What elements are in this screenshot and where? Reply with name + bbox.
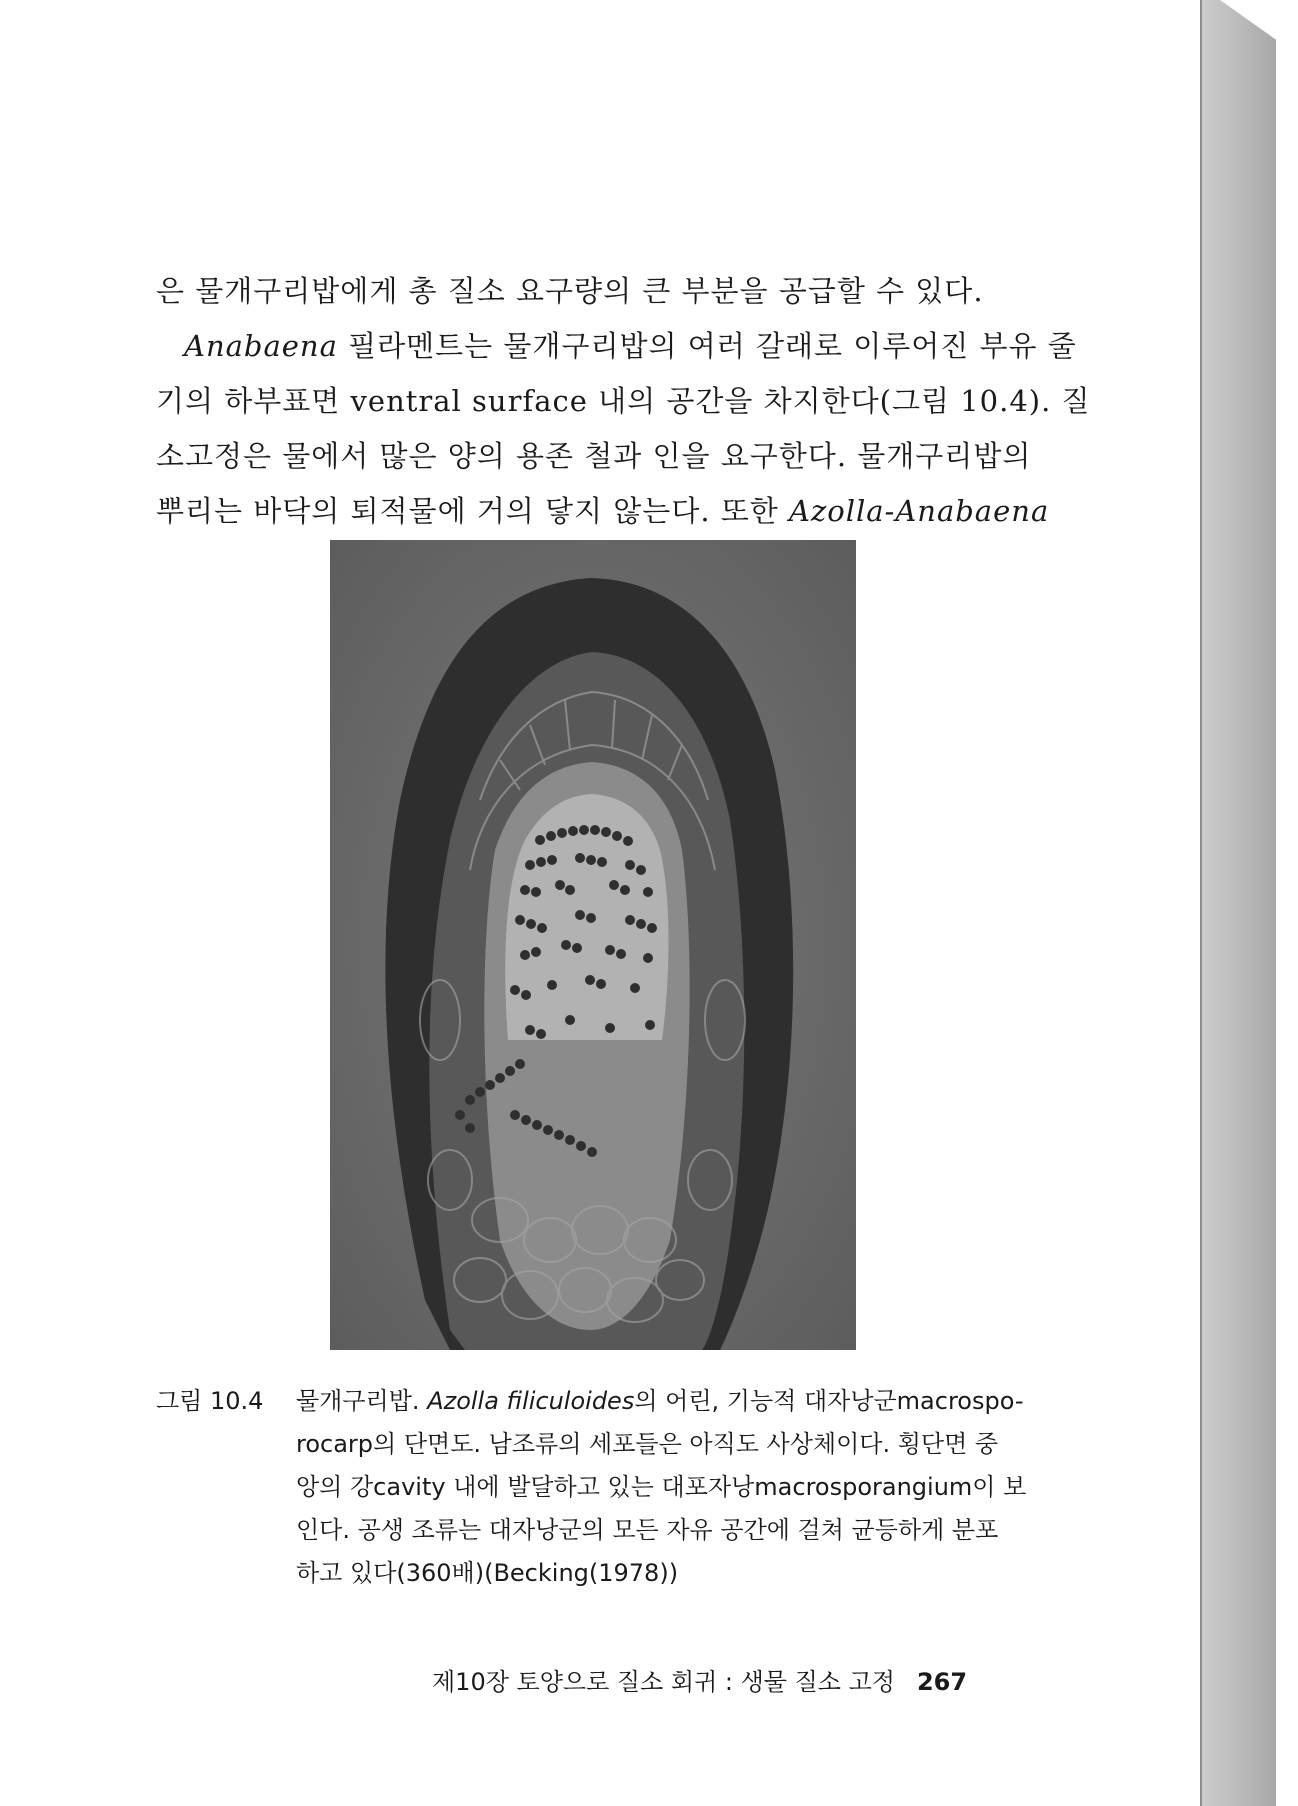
caption-text: 의 어린, 기능적 대자낭군macrospo- [634,1387,1024,1415]
body-line: 은 물개구리밥에게 총 질소 요구량의 큰 부분을 공급할 수 있다. [156,274,984,308]
body-line [156,319,1077,374]
body-line-text: 뿌리는 바닥의 퇴적물에 거의 닿지 않는다. 또한 [156,494,790,528]
running-footer [432,1662,967,1697]
body-line: 기의 하부표면 ventral surface 내의 공간을 차지한다(그림 10.4). 질 [156,384,1091,418]
micrograph-image [330,540,856,1350]
caption-line: 앙의 강cavity 내에 발달하고 있는 대포자낭macrosporangium이 보 [296,1473,1027,1501]
caption-line: 하고 있다(360배)(Becking(1978)) [296,1559,679,1587]
body-line [156,484,1050,539]
caption-line: rocarp의 단면도. 남조류의 세포들은 아직도 사상체이다. 횡단면 중 [296,1430,999,1458]
caption-label: 그림 10.4 [156,1387,264,1415]
italic-term: Azolla-Anabaena [789,494,1050,528]
book-edge [1196,0,1276,1806]
italic-term: Anabaena [184,329,338,363]
chapter-title: 제10장 토양으로 질소 회귀 : 생물 질소 고정 [432,1668,895,1696]
caption-line [296,1380,1036,1423]
caption-line: 인다. 공생 조류는 대자낭군의 모든 자유 공간에 걸쳐 균등하게 분포 [296,1516,999,1544]
body-text [156,264,1091,539]
micrograph-figure [330,540,856,1350]
caption-body [296,1380,1036,1595]
page-number: 267 [916,1668,968,1696]
caption-species-name: Azolla filiculoides [427,1387,635,1415]
body-line-text: 필라멘트는 물개구리밥의 여러 갈래로 이루어진 부유 줄 [337,329,1077,363]
body-line: 소고정은 물에서 많은 양의 용존 철과 인을 요구한다. 물개구리밥의 [156,439,1032,473]
caption-text: 물개구리밥. [296,1387,428,1415]
